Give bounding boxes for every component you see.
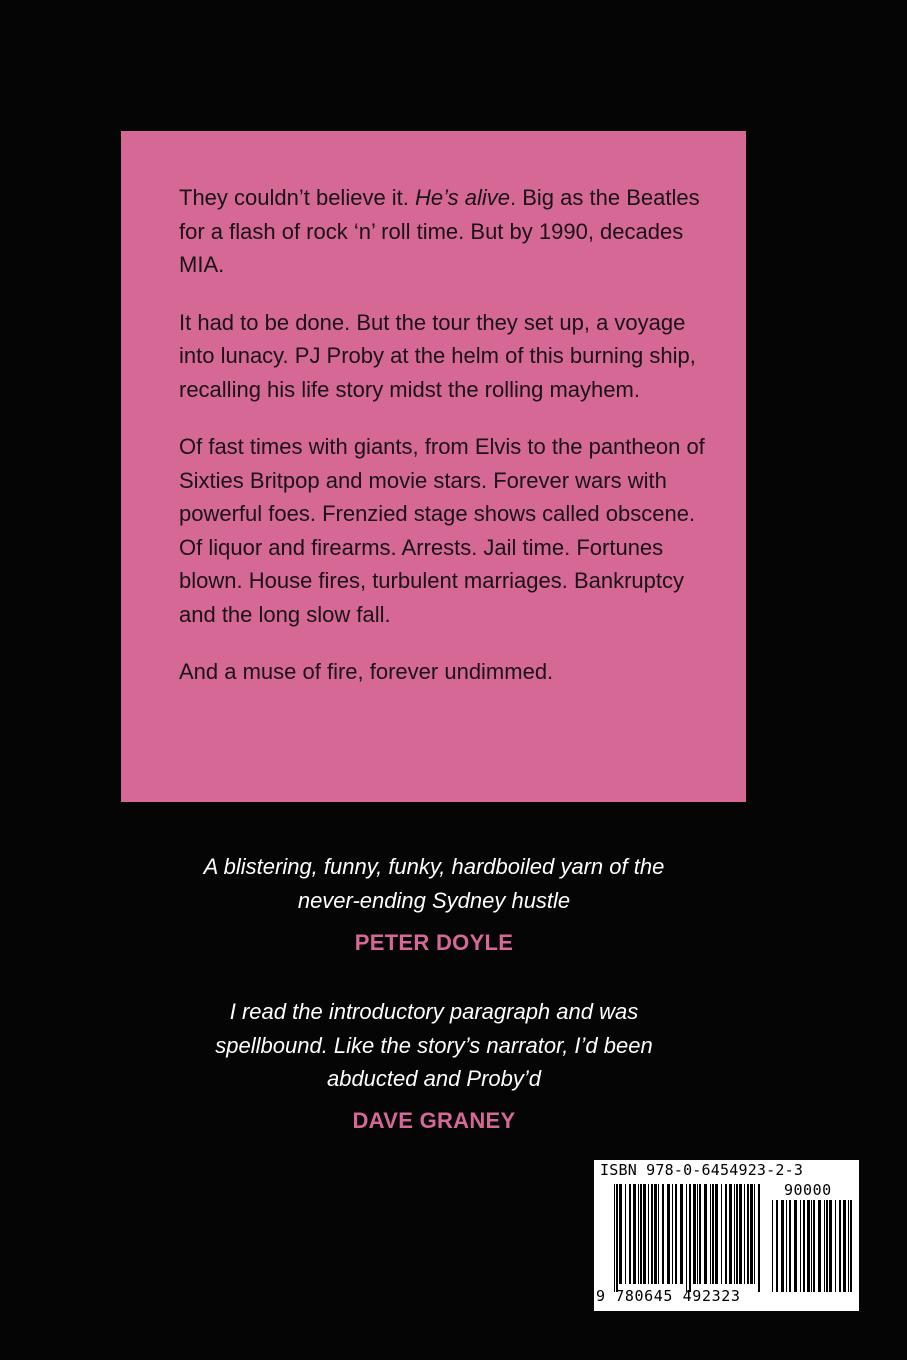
blurb-paragraph-1 (179, 181, 709, 282)
blurb-p1-start: They couldn’t believe it. (179, 185, 416, 210)
blurb-paragraph-4: And a muse of fire, forever undimmed. (179, 659, 554, 684)
blurb-panel (121, 131, 746, 802)
quote-2-author: DAVE GRANEY (352, 1108, 516, 1133)
price-code: 90000 (784, 1181, 832, 1199)
blurb-p1-end: . Big as the Beatles for a flash of rock ‘n’ roll time. But by 1990, decades MIA. (179, 185, 700, 277)
blurb-text (179, 181, 709, 713)
blurb-p1-italic: He’s alive (415, 185, 511, 210)
quote-1-text: A blistering, funny, funky, hardboiled yarn of the never-ending Sydney hustle (203, 854, 665, 913)
blurb-paragraph-3: Of fast times with giants, from Elvis to the pantheon of Sixties Britpop and movie stars. Forever wars with powerful foes. Frenzied stage shows called obscene. Of liquor and firearms. Arrests. Jail time. Fortunes blown. House fires, turbulent marriages. Bankruptcy and the long slow fall. (179, 434, 705, 627)
barcode-digits: 9 780645 492323 (596, 1287, 741, 1305)
isbn-barcode (594, 1160, 859, 1311)
isbn-label: ISBN 978-0-6454923-2-3 (600, 1161, 804, 1179)
blurb-paragraph-2: It had to be done. But the tour they set up, a voyage into lunacy. PJ Proby at the helm of this burning ship, recalling his life story midst the rolling mayhem. (179, 309, 696, 402)
quote-2-text: I read the introductory paragraph and was spellbound. Like the story’s narrator, I’d been abducted and Proby’d (215, 999, 653, 1091)
quote-1-author: PETER DOYLE (354, 930, 514, 955)
